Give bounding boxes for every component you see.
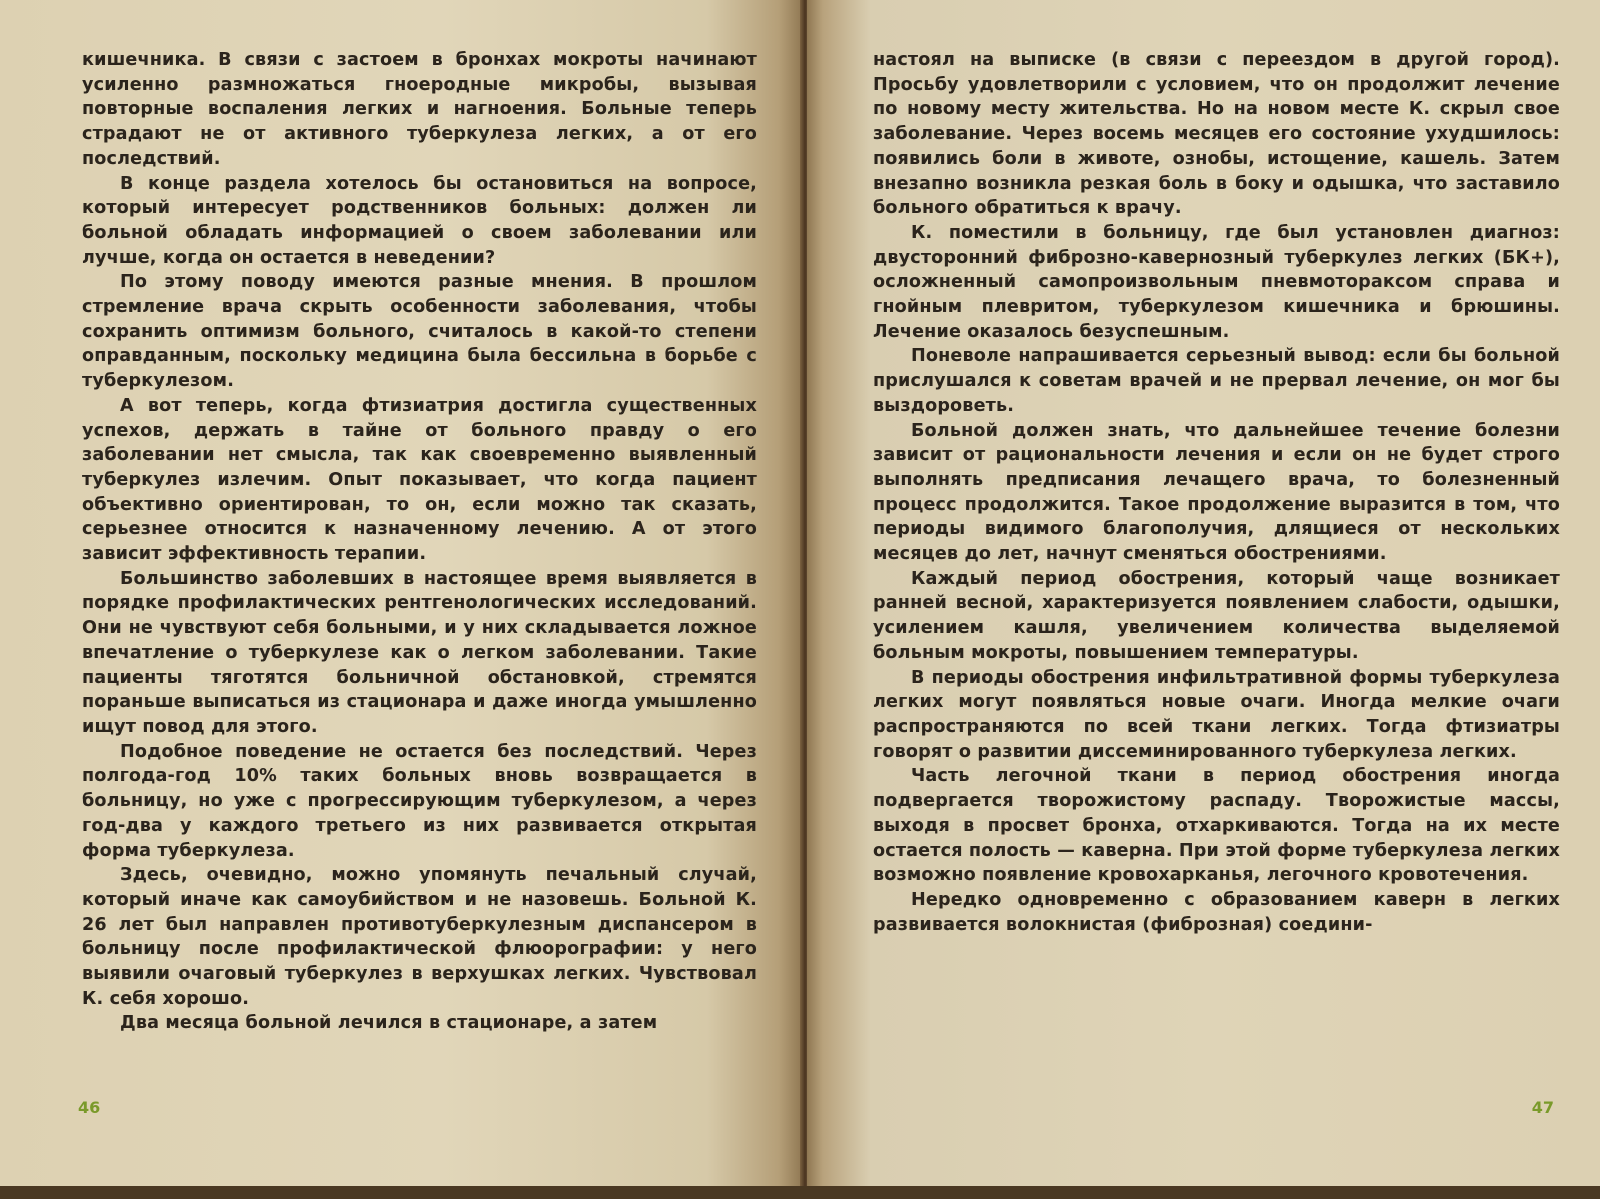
paragraph: В периоды обострения инфильтративной формы туберкулеза легких могут появляться новые очаги. Иногда мелкие очаги распространяются по всей ткани легких. Тогда фтизиатры говорят о развитии диссеминированного туберкулеза легких. [873,667,1560,762]
paragraph: кишечника. В связи с застоем в бронхах мокроты начинают усиленно размножаться гноеродные микробы, вызывая повторные воспаления легких и нагноения. Больные теперь страдают не от активного туберкулеза легких, а от его последствий. [82,50,757,169]
paragraph: А вот теперь, когда фтизиатрия достигла существенных успехов, держать в тайне от больного правду о его заболевании нет смысла, так как своевременно выявленный туберкулез излечим. Опыт показывает, что когда пациент объективно ориентирован, то он, если можно так сказать, серьезнее относится к назначенному лечению. А от этого зависит эффективность терапии. [82,395,757,565]
paragraph: Большинство заболевших в настоящее время выявляется в порядке профилактических рентгенологических исследований. Они не чувствуют себя больными, и у них складывается ложное впечатление о туберкулезе как о легком заболевании. Такие пациенты тяготятся больничной обстановкой, стремятся пораньше выписаться из стационара и даже иногда умышленно ищут повод для этого. [82,568,757,737]
paragraph: Нередко одновременно с образованием каверн в легких развивается волокнистая (фиброзная) соедини- [873,889,1560,935]
paragraph: В конце раздела хотелось бы остановиться на вопросе, который интересует родственников больных: должен ли больной обладать информацией о своем заболевании или лучше, когда он остается в неведении? [82,173,757,268]
left-page [0,0,803,1192]
page-number: 47 [1531,1098,1554,1117]
paragraph: По этому поводу имеются разные мнения. В прошлом стремление врача скрыть особенности заболевания, чтобы сохранить оптимизм больного, считалось в какой-то степени оправданным, поскольку медицина была бессильна в борьбе с туберкулезом. [82,272,757,392]
paragraph: Поневоле напрашивается серьезный вывод: если бы больной прислушался к советам врачей и не прервал лечение, он мог бы выздороветь. [873,346,1560,416]
page-number: 46 [78,1098,101,1117]
paragraph: К. поместили в больницу, где был установлен диагноз: двусторонний фиброзно-кавернозный туберкулез легких (БК+), осложненный самопроизвольным пневмотораксом справа и гнойным плевритом, туберкулезом кишечника и брюшины. Лечение оказалось безуспешным. [873,222,1560,342]
page-bottom-edge [0,1186,1600,1199]
paragraph: Больной должен знать, что дальнейшее течение болезни зависит от рациональности лечения и если он не будет строго выполнять предписания лечащего врача, то болезненный процесс продолжится. Такое продолжение выразится в том, что периоды видимого благополучия, длящиеся от нескольких месяцев до лет, начнут сменяться обострениями. [873,420,1560,565]
paragraph: Часть легочной ткани в период обострения иногда подвергается творожистому распаду. Творожистые массы, выходя в просвет бронха, отхаркиваются. Тогда на их месте остается полость — каверна. При этой форме туберкулеза легких возможно появление кровохарканья, легочного кровотечения. [873,766,1560,886]
paragraph: Два месяца больной лечился в стационаре, а затем [120,1013,658,1034]
paragraph: настоял на выписке (в связи с переездом в другой город). Просьбу удовлетворили с условием, что он продолжит лечение по новому месту жительства. Но на новом месте К. скрыл свое заболевание. Через восемь месяцев его состояние ухудшилось: появились боли в животе, ознобы, истощение, кашель. Затем внезапно возникла резкая боль в боку и одышка, что заставило больного обратиться к врачу. [873,50,1560,219]
right-page [807,0,1600,1192]
paragraph: Подобное поведение не остается без последствий. Через полгода-год 10% таких больных вновь возвращается в больницу, но уже с прогрессирующим туберкулезом, а через год-два у каждого третьего из них развивается открытая форма туберкулеза. [82,741,757,861]
paragraph: Каждый период обострения, который чаще возникает ранней весной, характеризуется появлением слабости, одышки, усилением кашля, увеличением количества выделяемой больным мокроты, повышением температуры. [873,568,1560,663]
paragraph: Здесь, очевидно, можно упомянуть печальный случай, который иначе как самоубийством и не назовешь. Больной К. 26 лет был направлен противотуберкулезным диспансером в больницу после профилактической флюорографии: у него выявили очаговый туберкулез в верхушках легких. Чувствовал К. себя хорошо. [82,865,757,1009]
